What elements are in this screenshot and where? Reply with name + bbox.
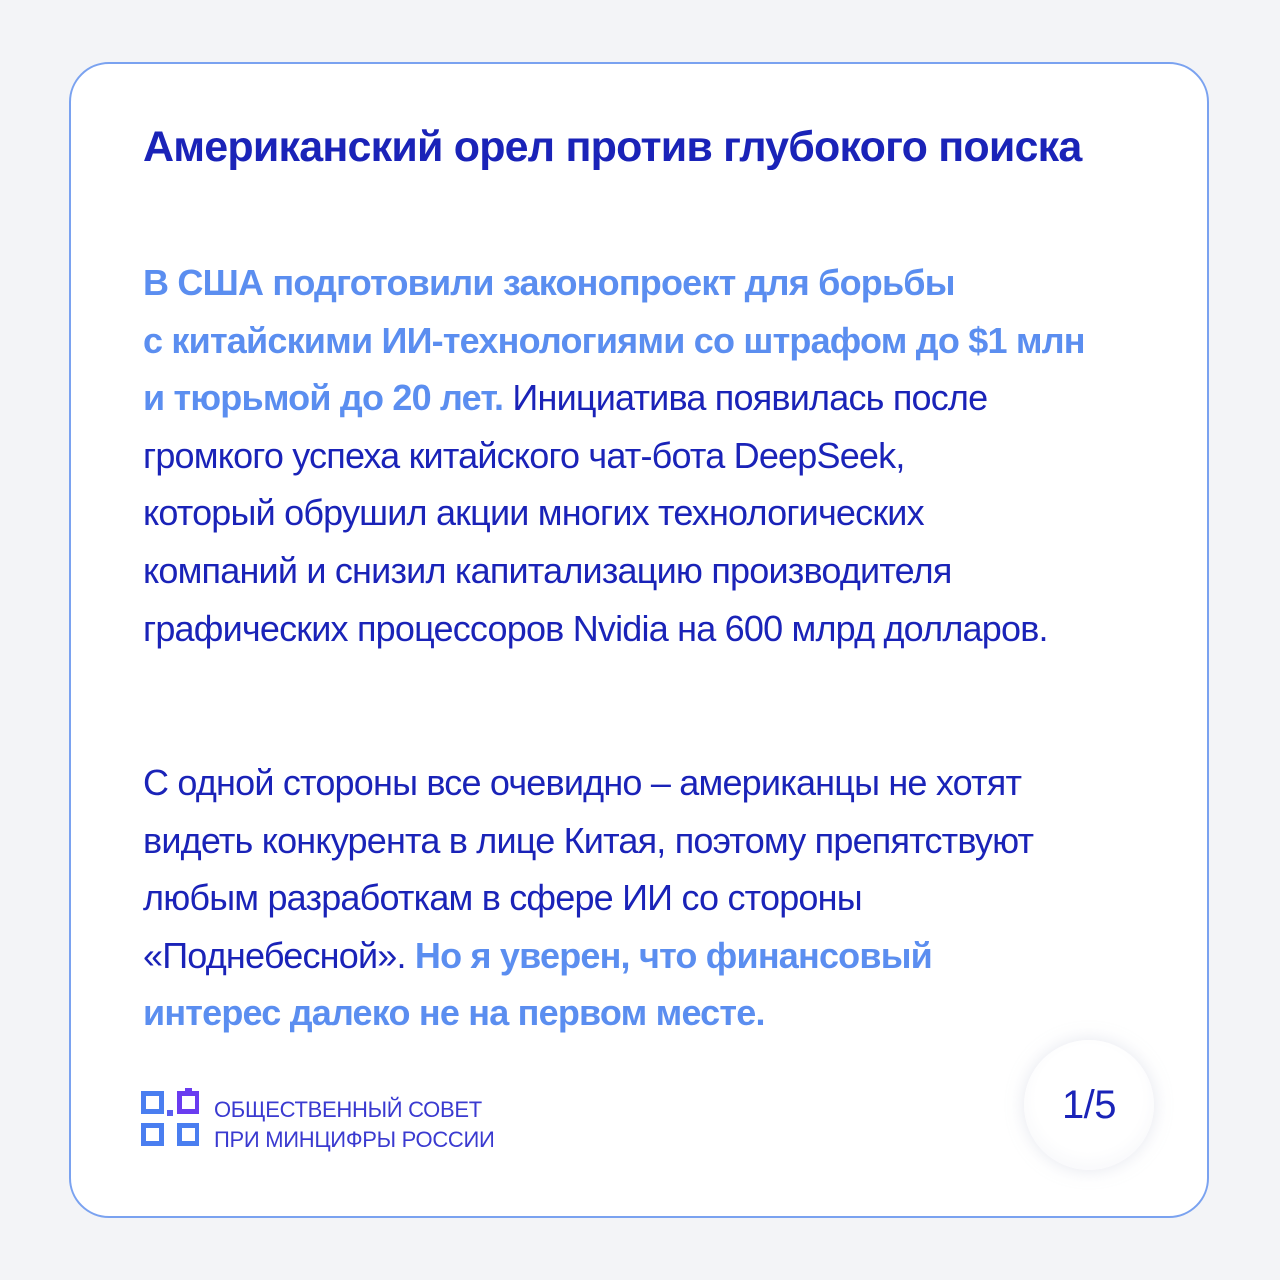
paragraph-1-line bbox=[143, 369, 1085, 427]
council-logo-icon bbox=[141, 1088, 199, 1146]
paragraph-1-line: графических процессоров Nvidia на 600 млрд долларов. bbox=[143, 607, 1048, 649]
paragraph-1 bbox=[143, 254, 1085, 657]
post-card bbox=[69, 62, 1209, 1218]
highlighted-text: и тюрьмой до 20 лет. bbox=[143, 377, 504, 419]
organization-name-line: ПРИ МИНЦИФРЫ РОССИИ bbox=[214, 1127, 495, 1152]
paragraph-1-line: который обрушил акции многих технологических bbox=[143, 492, 924, 534]
paragraph-2 bbox=[143, 754, 1033, 1042]
plain-text: Инициатива появилась после bbox=[503, 377, 988, 419]
paragraph-2-line bbox=[143, 927, 1033, 985]
plain-text: «Поднебесной». bbox=[143, 934, 415, 976]
page-number: 1/5 bbox=[1061, 1082, 1117, 1127]
paragraph-2-line: видеть конкурента в лице Китая, поэтому препятствуют bbox=[143, 819, 1034, 861]
post-title: Американский орел против глубокого поиска bbox=[143, 123, 1082, 171]
organization-name-line: ОБЩЕСТВЕННЫЙ СОВЕТ bbox=[214, 1097, 482, 1122]
page-indicator bbox=[1024, 1040, 1154, 1170]
organization-name bbox=[214, 1095, 495, 1155]
paragraph-2-line: С одной стороны все очевидно – американцы не хотят bbox=[143, 762, 1022, 803]
paragraph-1-line: с китайскими ИИ-технологиями со штрафом до $1 млн bbox=[143, 319, 1085, 361]
highlighted-text: Но я уверен, что финансовый bbox=[414, 934, 932, 976]
paragraph-2-line: любым разработкам в сфере ИИ со стороны bbox=[143, 877, 862, 919]
paragraph-2-line: интерес далеко не на первом месте. bbox=[143, 992, 765, 1034]
paragraph-1-line: компаний и снизил капитализацию производителя bbox=[143, 549, 952, 591]
paragraph-1-line: В США подготовили законопроект для борьбы bbox=[143, 262, 955, 303]
paragraph-1-line: громкого успеха китайского чат-бота DeepSeek, bbox=[143, 434, 905, 476]
